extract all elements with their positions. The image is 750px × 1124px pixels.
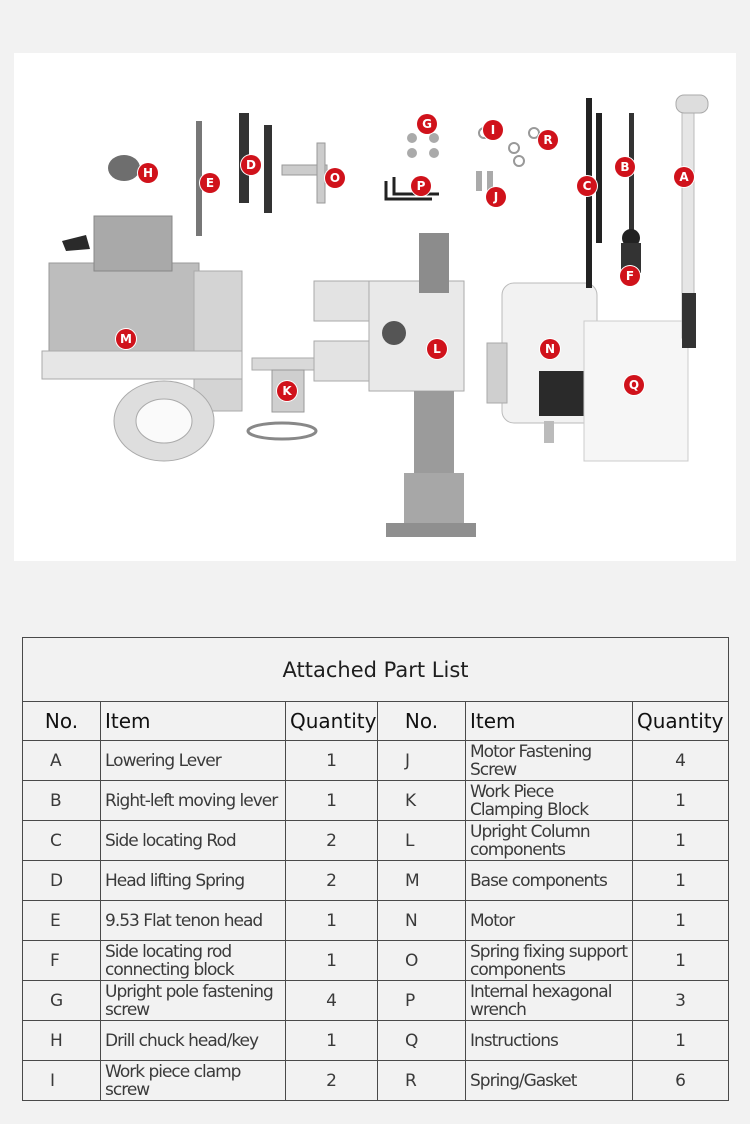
part-qty: 1 [286,901,378,941]
marker-q: Q [624,375,644,395]
marker-r: R [538,130,558,150]
part-no: C [23,821,101,861]
part-no: R [378,1061,466,1101]
marker-a: A [674,167,694,187]
marker-d: D [241,155,261,175]
attached-part-list-table [22,637,729,1101]
part-item: Upright pole fastening screw [101,981,286,1021]
marker-f: F [620,266,640,286]
part-qty: 1 [633,821,729,861]
marker-m: M [116,329,136,349]
rods-drawing [586,95,708,348]
part-item: Motor [466,901,633,941]
part-qty: 6 [633,1061,729,1101]
table-row [23,821,729,861]
part-item: Head lifting Spring [101,861,286,901]
header-quantity-right: Quantity [633,702,729,741]
table-row [23,781,729,821]
header-no-right: No. [378,702,466,741]
part-no: Q [378,1021,466,1061]
part-no: A [23,741,101,781]
part-qty: 1 [286,741,378,781]
part-no: K [378,781,466,821]
marker-k: K [277,381,297,401]
marker-h: H [138,163,158,183]
marker-b: B [615,157,635,177]
part-qty: 1 [633,901,729,941]
part-item: Side locating rod connecting block [101,941,286,981]
part-item: Motor Fastening Screw [466,741,633,781]
marker-g: G [417,114,437,134]
part-qty: 1 [633,861,729,901]
part-item: Spring fixing support components [466,941,633,981]
part-no: D [23,861,101,901]
motor-drawing [487,283,597,443]
marker-p: P [411,176,431,196]
part-item: Internal hexagonal wrench [466,981,633,1021]
part-no: F [23,941,101,981]
marker-j: J [486,187,506,207]
table-row [23,1061,729,1101]
part-no: H [23,1021,101,1061]
small-parts-drawing [108,113,539,236]
part-item: Instructions [466,1021,633,1061]
part-qty: 1 [633,941,729,981]
part-qty: 4 [633,741,729,781]
marker-l: L [427,339,447,359]
part-no: G [23,981,101,1021]
part-no: L [378,821,466,861]
table-row [23,981,729,1021]
part-qty: 4 [286,981,378,1021]
part-qty: 1 [286,781,378,821]
marker-o: O [325,168,345,188]
part-no: E [23,901,101,941]
part-no: B [23,781,101,821]
table-row [23,941,729,981]
marker-i: I [483,120,503,140]
table-row [23,1021,729,1061]
part-item: Right-left moving lever [101,781,286,821]
header-item-right: Item [466,702,633,741]
parts-illustration [14,53,736,561]
parts-photo [14,53,736,561]
table-row [23,901,729,941]
table-title: Attached Part List [23,638,729,702]
header-quantity-left: Quantity [286,702,378,741]
part-no: P [378,981,466,1021]
table-row [23,861,729,901]
upright-column-drawing [314,233,476,537]
part-qty: 3 [633,981,729,1021]
marker-n: N [540,339,560,359]
part-qty: 1 [286,1021,378,1061]
part-item: Upright Column components [466,821,633,861]
marker-c: C [577,176,597,196]
part-qty: 1 [633,781,729,821]
part-item: Work Piece Clamping Block [466,781,633,821]
marker-e: E [200,173,220,193]
part-item: Lowering Lever [101,741,286,781]
part-qty: 2 [286,1061,378,1101]
part-item: Drill chuck head/key [101,1021,286,1061]
part-qty: 1 [633,1021,729,1061]
table-row [23,741,729,781]
part-qty: 1 [286,941,378,981]
part-item: 9.53 Flat tenon head [101,901,286,941]
part-qty: 2 [286,861,378,901]
part-item: Side locating Rod [101,821,286,861]
base-component-drawing [42,216,242,461]
part-item: Spring/Gasket [466,1061,633,1101]
part-no: J [378,741,466,781]
header-no-left: No. [23,702,101,741]
part-no: I [23,1061,101,1101]
header-item-left: Item [101,702,286,741]
part-no: N [378,901,466,941]
part-item: Work piece clamp screw [101,1061,286,1101]
part-no: O [378,941,466,981]
part-no: M [378,861,466,901]
part-item: Base components [466,861,633,901]
part-qty: 2 [286,821,378,861]
